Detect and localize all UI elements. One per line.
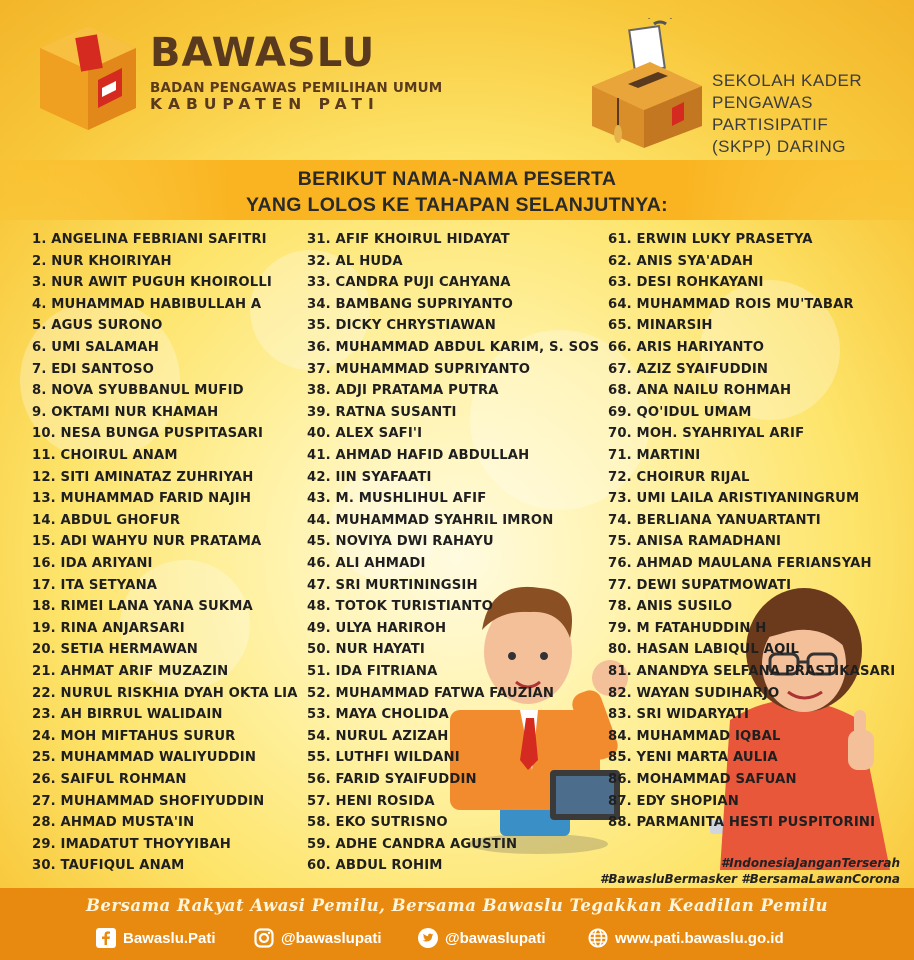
participant-name: 85. YENI MARTA AULIA [608, 750, 778, 766]
participant-name: 13. MUHAMMAD FARID NAJIH [32, 491, 252, 507]
participant-name: 4. MUHAMMAD HABIBULLAH A [32, 296, 262, 312]
participant-name: 84. MUHAMMAD IQBAL [608, 728, 781, 744]
participant-name: 87. EDY SHOPIAN [608, 793, 739, 809]
participant-name: 53. MAYA CHOLIDA [307, 707, 449, 723]
instagram-link[interactable] [254, 928, 381, 948]
participant-name: 60. ABDUL ROHIM [307, 858, 443, 874]
participant-name: 78. ANIS SUSILO [608, 599, 733, 615]
participant-name: 73. UMI LAILA ARISTIYANINGRUM [608, 491, 860, 507]
participant-name: 66. ARIS HARIYANTO [608, 340, 765, 355]
participant-name: 83. SRI WIDARYATI [608, 707, 750, 723]
facebook-handle: Bawaslu.Pati [123, 929, 216, 947]
participant-name: 64. MUHAMMAD ROIS MU'TABAR [608, 296, 854, 312]
participant-name: 71. MARTINI [608, 448, 701, 463]
participant-name: 59. ADHE CANDRA AGUSTIN [307, 836, 518, 852]
participant-name: 10. NESA BUNGA PUSPITASARI [32, 426, 263, 442]
participant-name: 32. AL HUDA [307, 253, 403, 269]
participant-name: 55. LUTHFI WILDANI [307, 750, 460, 766]
participant-name: 77. DEWI SUPATMOWATI [608, 577, 792, 593]
participant-name: 41. AHMAD HAFID ABDULLAH [307, 448, 530, 463]
participant-name: 23. AH BIRRUL WALIDAIN [32, 707, 223, 723]
participant-name: 43. M. MUSHLIHUL AFIF [307, 491, 487, 507]
participant-name: 35. DICKY CHRYSTIAWAN [307, 318, 496, 334]
participant-name: 28. AHMAD MUSTA'IN [32, 815, 195, 831]
participant-name: 46. ALI AHMADI [307, 556, 426, 571]
participant-name: 57. HENI ROSIDA [307, 793, 435, 809]
brand-region: KABUPATEN PATI [150, 95, 380, 113]
hashtag-line-1: #IndonesiaJanganTerserah [720, 856, 900, 870]
ballot-box-icon [588, 18, 706, 150]
participant-name: 82. WAYAN SUDIHARJO [608, 685, 780, 701]
facebook-link[interactable] [96, 928, 216, 948]
brand-subtitle: BADAN PENGAWAS PEMILIHAN UMUM [150, 80, 443, 96]
hashtag-line-2: #BawasluBermasker #BersamaLawanCorona [599, 872, 900, 886]
participant-name: 76. AHMAD MAULANA FERIANSYAH [608, 556, 872, 571]
heading-band [0, 160, 914, 220]
program-title-line: SEKOLAH KADER [712, 71, 863, 90]
participant-name: 48. TOTOK TURISTIANTO [307, 599, 493, 615]
participant-name: 42. IIN SYAFAATI [307, 469, 432, 485]
participant-name: 14. ABDUL GHOFUR [32, 512, 181, 528]
globe-icon [588, 928, 608, 948]
participant-name: 38. ADJI PRATAMA PUTRA [307, 383, 499, 399]
participant-name: 54. NURUL AZIZAH [307, 728, 449, 744]
participant-name: 51. IDA FITRIANA [307, 664, 438, 679]
participant-name: 20. SETIA HERMAWAN [32, 642, 198, 658]
participant-name: 33. CANDRA PUJI CAHYANA [307, 275, 511, 291]
participant-name: 19. RINA ANJARSARI [32, 620, 185, 636]
participant-name: 79. M FATAHUDDIN H [608, 620, 767, 636]
participant-name: 40. ALEX SAFI'I [307, 426, 423, 442]
participant-name: 34. BAMBANG SUPRIYANTO [307, 296, 514, 312]
participant-name: 75. ANISA RAMADHANI [608, 534, 782, 550]
website-link[interactable] [588, 928, 784, 948]
participant-name: 16. IDA ARIYANI [32, 556, 153, 571]
heading-line-2: YANG LOLOS KE TAHAPAN SELANJUTNYA: [246, 194, 668, 216]
participant-name: 65. MINARSIH [608, 318, 713, 334]
participant-name: 17. ITA SETYANA [32, 577, 158, 593]
participant-name: 8. NOVA SYUBBANUL MUFID [32, 383, 244, 399]
participant-name: 47. SRI MURTININGSIH [307, 577, 478, 593]
participant-name: 5. AGUS SURONO [32, 318, 163, 334]
participant-name: 61. ERWIN LUKY PRASETYA [608, 232, 813, 247]
participant-name: 49. ULYA HARIROH [307, 620, 447, 636]
participant-name: 74. BERLIANA YANUARTANTI [608, 512, 821, 528]
participant-name: 25. MUHAMMAD WALIYUDDIN [32, 750, 257, 766]
program-title-line: PARTISIPATIF [712, 115, 829, 134]
footer-tagline: Bersama Rakyat Awasi Pemilu, Bersama Bawaslu Tegakkan Keadilan Pemilu [85, 896, 829, 915]
participant-name: 24. MOH MIFTAHUS SURUR [32, 728, 236, 744]
participant-name: 44. MUHAMMAD SYAHRIL IMRON [307, 512, 554, 528]
participant-name: 88. PARMANITA HESTI PUSPITORINI [608, 815, 876, 831]
participant-name: 7. EDI SANTOSO [32, 361, 154, 377]
participant-name: 39. RATNA SUSANTI [307, 404, 457, 420]
participant-name: 81. ANANDYA SELFANA PRASTIKASARI [608, 664, 896, 679]
twitter-handle: @bawaslupati [445, 929, 546, 947]
website-url: www.pati.bawaslu.go.id [615, 929, 784, 947]
instagram-handle: @bawaslupati [281, 929, 382, 947]
participant-name: 62. ANIS SYA'ADAH [608, 253, 754, 269]
participant-name: 80. HASAN LABIQUL AQIL [608, 642, 800, 658]
twitter-link[interactable] [418, 928, 545, 948]
logo-mark [36, 22, 140, 134]
participant-name: 69. QO'IDUL UMAM [608, 404, 752, 420]
instagram-icon [254, 928, 274, 948]
participant-name: 30. TAUFIQUL ANAM [32, 858, 185, 874]
participant-name: 21. AHMAT ARIF MUZAZIN [32, 664, 229, 679]
participant-name: 63. DESI ROHKAYANI [608, 275, 764, 291]
participant-name: 31. AFIF KHOIRUL HIDAYAT [307, 232, 510, 247]
participant-name: 45. NOVIYA DWI RAHAYU [307, 534, 494, 550]
twitter-icon [418, 928, 438, 948]
participant-name: 67. AZIZ SYAIFUDDIN [608, 361, 769, 377]
footer [0, 888, 914, 960]
heading-line-1: BERIKUT NAMA-NAMA PESERTA [297, 168, 617, 190]
participant-name: 68. ANA NAILU ROHMAH [608, 383, 792, 399]
participant-name: 50. NUR HAYATI [307, 642, 425, 658]
participant-name: 6. UMI SALAMAH [32, 340, 159, 355]
participant-name: 52. MUHAMMAD FATWA FAUZIAN [307, 685, 555, 701]
program-title-line: (SKPP) DARING [712, 137, 847, 156]
participant-name: 3. NUR AWIT PUGUH KHOIROLLI [32, 275, 272, 291]
participant-name: 12. SITI AMINATAZ ZUHRIYAH [32, 469, 254, 485]
participant-name: 15. ADI WAHYU NUR PRATAMA [32, 534, 262, 550]
participant-name: 86. MOHAMMAD SAFUAN [608, 772, 797, 787]
program-title [712, 70, 902, 158]
participant-name: 70. MOH. SYAHRIYAL ARIF [608, 426, 805, 442]
participant-name: 18. RIMEI LANA YANA SUKMA [32, 599, 253, 615]
participant-name: 1. ANGELINA FEBRIANI SAFITRI [32, 232, 267, 247]
participant-name: 22. NURUL RISKHIA DYAH OKTA LIA [32, 685, 298, 701]
brand-name: BAWASLU [150, 30, 376, 76]
participant-name: 11. CHOIRUL ANAM [32, 448, 178, 463]
participant-name: 72. CHOIRUR RIJAL [608, 469, 750, 485]
program-title-line: PENGAWAS [712, 93, 813, 112]
participant-name: 56. FARID SYAIFUDDIN [307, 772, 477, 787]
participant-name: 29. IMADATUT THOYYIBAH [32, 836, 231, 852]
participant-name: 58. EKO SUTRISNO [307, 815, 448, 831]
participant-name: 2. NUR KHOIRIYAH [32, 253, 172, 269]
facebook-icon [96, 928, 116, 948]
participant-name: 36. MUHAMMAD ABDUL KARIM, S. SOS [307, 340, 600, 355]
participant-name: 26. SAIFUL ROHMAN [32, 772, 187, 787]
participant-name: 9. OKTAMI NUR KHAMAH [32, 404, 219, 420]
participant-name: 27. MUHAMMAD SHOFIYUDDIN [32, 793, 265, 809]
participant-name: 37. MUHAMMAD SUPRIYANTO [307, 361, 531, 377]
